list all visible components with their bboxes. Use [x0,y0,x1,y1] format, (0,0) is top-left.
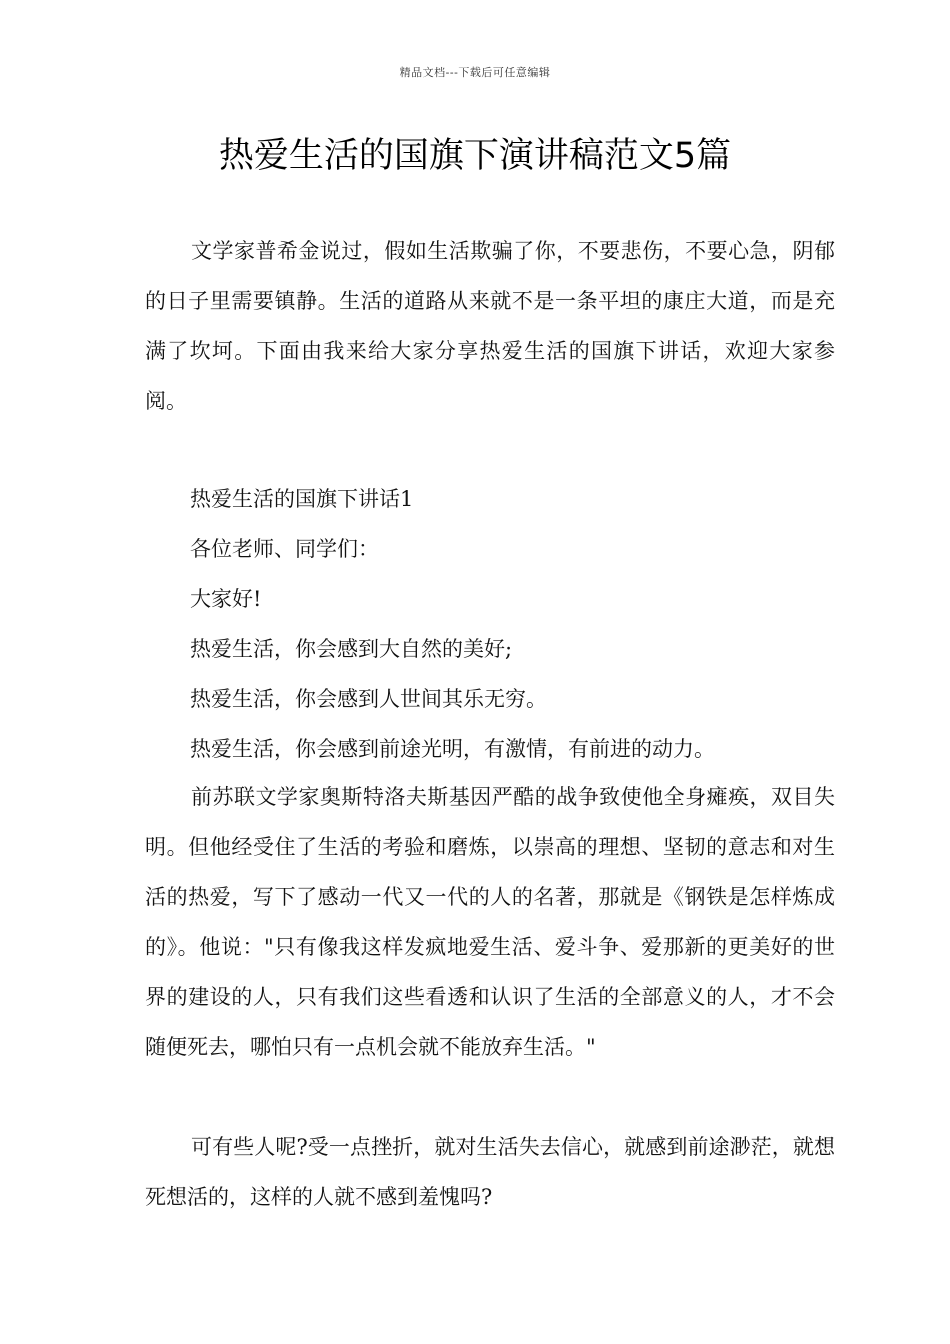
speech-line-2: 热爱生活，你会感到人世间其乐无穷。 [190,687,547,711]
speech-line-3: 热爱生活，你会感到前途光明，有激情，有前进的动力。 [190,737,715,761]
speech-paragraph-2: 可有些人呢?受一点挫折，就对生活失去信心，就感到前途渺茫，就想死想活的，这样的人就不感到羞愧吗? [145,1135,835,1209]
hello-line: 大家好! [190,587,262,611]
header-note: 精品文档---下载后可任意编辑 [399,66,551,79]
speech-line-1: 热爱生活，你会感到大自然的美好; [190,637,513,661]
greeting-line: 各位老师、同学们： [190,537,379,561]
intro-paragraph: 文学家普希金说过，假如生活欺骗了你，不要悲伤，不要心急，阴郁的日子里需要镇静。生活的道路从来就不是一条平坦的康庄大道，而是充满了坎坷。下面由我来给大家分享热爱生活的国旗下讲话，欢迎大家参阅。 [145,239,835,413]
section-heading: 热爱生活的国旗下讲话1 [190,487,414,511]
page-title: 热爱生活的国旗下演讲稿范文5篇 [218,136,732,176]
speech-paragraph-1: 前苏联文学家奥斯特洛夫斯基因严酷的战争致使他全身瘫痪，双目失明。但他经受住了生活的考验和磨炼，以崇高的理想、坚韧的意志和对生活的热爱，写下了感动一代又一代的人的名著，那就是《钢铁是怎样炼成的》。他说："只有像我这样发疯地爱生活、爱斗争、爱那新的更美好的世界的建设的人，只有我们这些看透和认识了生活的全部意义的人，才不会随便死去，哪怕只有一点机会就不能放弃生活。" [145,785,835,1059]
